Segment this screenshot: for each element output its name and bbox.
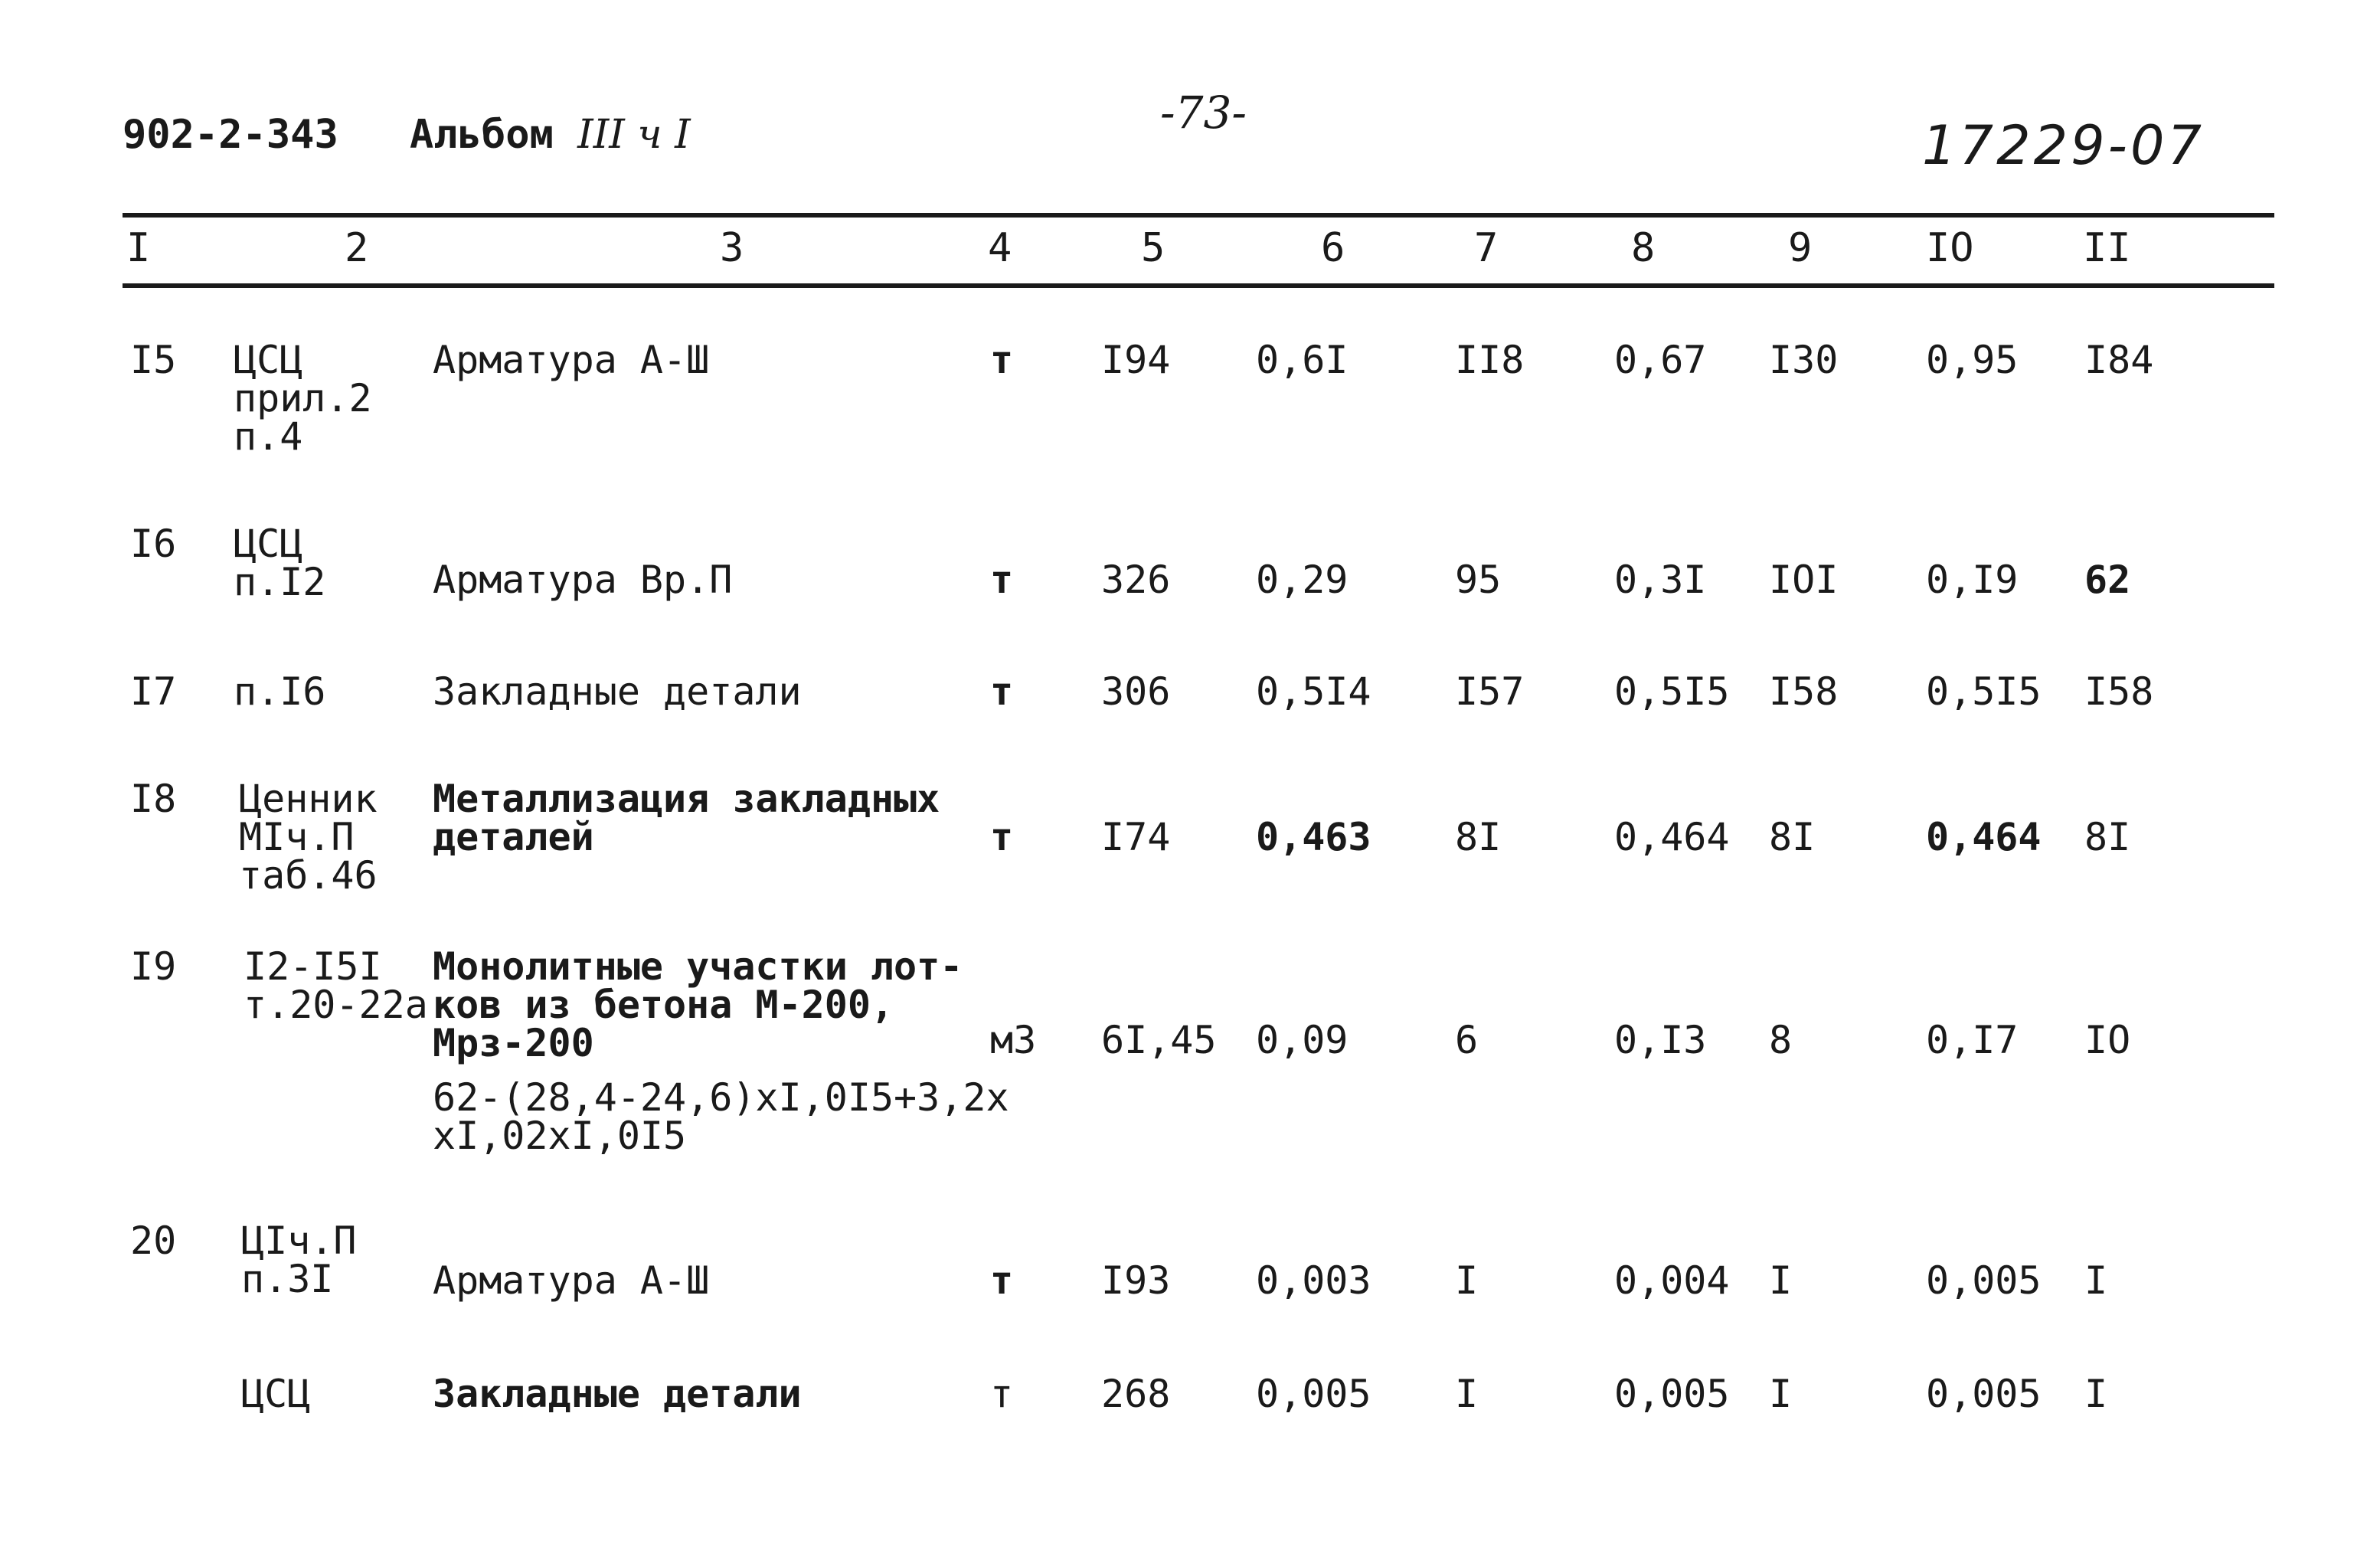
row-col8: 0,004 — [1614, 1258, 1730, 1303]
column-header: 4 — [988, 225, 1012, 271]
column-header: 2 — [345, 225, 369, 271]
album-word: Альбом — [410, 112, 554, 158]
row-col10: 0,I7 — [1926, 1018, 2019, 1062]
row-col5: I74 — [1101, 815, 1171, 859]
column-header: 8 — [1631, 225, 1656, 271]
row-col9: I30 — [1769, 338, 1839, 382]
row-col11: I58 — [2084, 669, 2154, 714]
row-unit: т — [990, 669, 1014, 714]
row-col11: IO — [2084, 1018, 2131, 1062]
row-formula: 62-(28,4-24,6)хI,0I5+3,2х хI,02хI,0I5 — [433, 1075, 1009, 1158]
album-label — [410, 112, 691, 158]
row-col7: II8 — [1455, 338, 1525, 382]
row-col6: 0,5I4 — [1256, 669, 1371, 714]
column-header: 6 — [1321, 225, 1345, 271]
row-col7: 6 — [1455, 1018, 1479, 1062]
row-col8: 0,464 — [1614, 815, 1730, 859]
table-top-rule — [123, 213, 2274, 218]
row-col10: 0,005 — [1926, 1372, 2042, 1416]
row-number: 20 — [130, 1219, 177, 1263]
row-col6: 0,463 — [1256, 815, 1371, 859]
row-unit: м3 — [990, 1018, 1037, 1062]
row-unit: т — [990, 1258, 1014, 1303]
row-source: Ценник МIч.П таб.46 — [239, 777, 378, 898]
row-col8: 0,5I5 — [1614, 669, 1730, 714]
document-number: 17229-07 — [1922, 114, 2205, 177]
row-name: Металлизация закладных деталей — [433, 777, 940, 859]
row-col8: 0,I3 — [1614, 1018, 1707, 1062]
row-number: I9 — [130, 944, 177, 989]
row-col5: 6I,45 — [1101, 1018, 1217, 1062]
page-number: -73- — [1160, 87, 1247, 139]
column-header: 9 — [1788, 225, 1813, 271]
row-col6: 0,29 — [1256, 558, 1349, 602]
row-col7: I — [1455, 1372, 1479, 1416]
row-col11: I — [2084, 1372, 2108, 1416]
row-col8: 0,67 — [1614, 338, 1707, 382]
row-col10: 0,95 — [1926, 338, 2019, 382]
row-source: ЦСЦ — [241, 1372, 311, 1416]
row-name: Закладные детали — [433, 669, 802, 714]
row-col5: 268 — [1101, 1372, 1171, 1416]
document-code: 902-2-343 — [123, 112, 338, 158]
row-col11: I — [2084, 1258, 2108, 1303]
row-col6: 0,09 — [1256, 1018, 1349, 1062]
row-name: Арматура А-Ш — [433, 338, 710, 382]
column-header: IO — [1926, 225, 1974, 271]
row-col9: I — [1769, 1258, 1793, 1303]
row-col9: IOI — [1769, 558, 1839, 602]
row-col7: 8I — [1455, 815, 1502, 859]
row-col9: I58 — [1769, 669, 1839, 714]
row-col7: 95 — [1455, 558, 1502, 602]
header-bottom-rule — [123, 283, 2274, 288]
row-col10: 0,464 — [1926, 815, 2042, 859]
row-col9: I — [1769, 1372, 1793, 1416]
column-header: I — [126, 225, 151, 271]
row-col7: I — [1455, 1258, 1479, 1303]
row-col5: 326 — [1101, 558, 1171, 602]
row-name: Монолитные участки лот- ков из бетона М-200, Мрз-200 — [433, 944, 963, 1065]
row-name: Арматура Вр.П — [433, 558, 733, 602]
album-handwritten: III ч I — [577, 112, 691, 158]
row-unit: т — [990, 815, 1014, 859]
row-number: I5 — [130, 338, 177, 382]
row-col10: 0,I9 — [1926, 558, 2019, 602]
row-col5: I93 — [1101, 1258, 1171, 1303]
row-unit: т — [990, 558, 1014, 602]
row-number: I6 — [130, 522, 177, 566]
row-col8: 0,005 — [1614, 1372, 1730, 1416]
row-number: I7 — [130, 669, 177, 714]
column-header: II — [2083, 225, 2131, 271]
row-name: Арматура А-Ш — [433, 1258, 710, 1303]
row-col6: 0,005 — [1256, 1372, 1371, 1416]
row-source: ЦСЦ п.I2 — [234, 522, 326, 604]
row-col11: 8I — [2084, 815, 2131, 859]
row-col5: I94 — [1101, 338, 1171, 382]
column-header: 5 — [1141, 225, 1165, 271]
row-source: ЦСЦ прил.2 п.4 — [234, 338, 372, 459]
row-unit: т — [990, 1372, 1014, 1416]
row-col6: 0,6I — [1256, 338, 1349, 382]
row-col11: 62 — [2084, 558, 2131, 602]
column-header: 3 — [720, 225, 744, 271]
row-col9: 8I — [1769, 815, 1816, 859]
row-col6: 0,003 — [1256, 1258, 1371, 1303]
row-source: I2-I5I т.20-22а — [244, 944, 428, 1027]
row-name: Закладные детали — [433, 1372, 802, 1416]
row-col9: 8 — [1769, 1018, 1793, 1062]
row-col7: I57 — [1455, 669, 1525, 714]
row-col11: I84 — [2084, 338, 2154, 382]
row-col10: 0,5I5 — [1926, 669, 2042, 714]
row-col10: 0,005 — [1926, 1258, 2042, 1303]
row-col5: 306 — [1101, 669, 1171, 714]
row-number: I8 — [130, 777, 177, 821]
column-header: 7 — [1474, 225, 1499, 271]
row-unit: т — [990, 338, 1014, 382]
row-col8: 0,3I — [1614, 558, 1707, 602]
row-source: ЦIч.П п.3I — [241, 1219, 357, 1301]
row-source: п.I6 — [234, 669, 326, 714]
